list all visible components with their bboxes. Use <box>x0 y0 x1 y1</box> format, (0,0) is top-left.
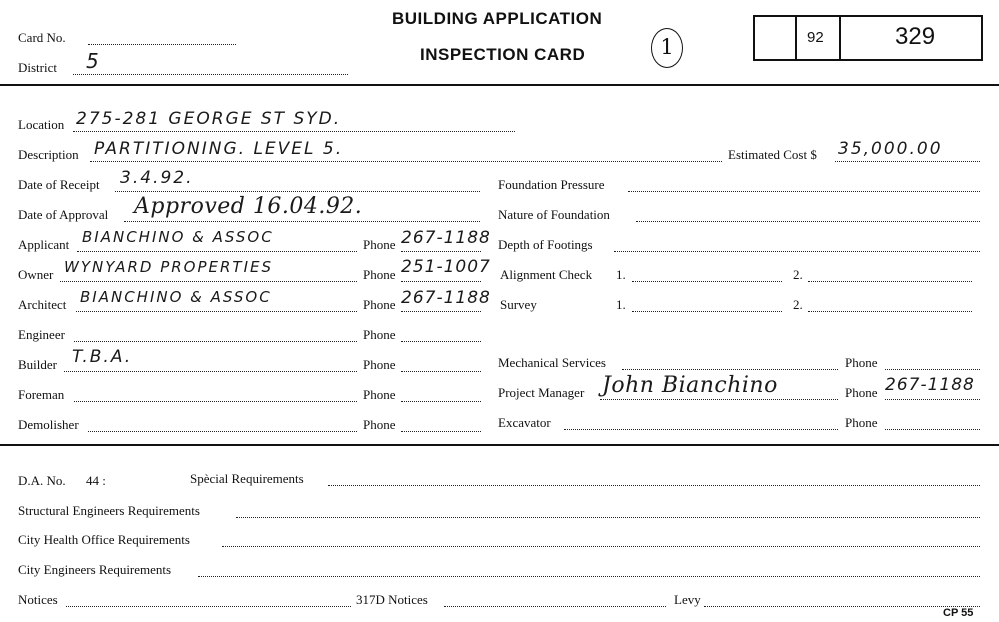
box-divider-2 <box>839 17 841 59</box>
city-engineers-line[interactable] <box>198 576 980 577</box>
form-title-line1: BUILDING APPLICATION <box>392 9 603 28</box>
levy-label: Levy <box>674 592 701 607</box>
builder-value: T.B.A. <box>72 347 133 367</box>
engineer-line[interactable] <box>74 341 357 342</box>
card-no-line[interactable] <box>88 44 236 45</box>
structural-engineers-label: Structural Engineers Requirements <box>18 503 200 518</box>
architect-phone-label: Phone <box>363 297 396 312</box>
circled-number-mark <box>651 28 683 68</box>
builder-line[interactable] <box>64 371 357 372</box>
alignment-check-line2[interactable] <box>808 281 972 282</box>
owner-phone: 251-1007 <box>401 257 491 277</box>
district-value: 5 <box>86 49 101 73</box>
alignment-check-num1: 1. <box>616 267 626 282</box>
date-of-receipt-label: Date of Receipt <box>18 177 100 192</box>
foreman-line[interactable] <box>74 401 357 402</box>
foundation-pressure-label: Foundation Pressure <box>498 177 605 192</box>
special-requirements-label: Spècial Requirements <box>190 471 304 486</box>
location-label: Location <box>18 117 65 132</box>
applicant-value: BIANCHINO & ASSOC <box>82 228 274 246</box>
project-manager-phone: 267-1188 <box>885 375 975 395</box>
form-code: CP 55 <box>943 607 974 619</box>
demolisher-phone-label: Phone <box>363 417 396 432</box>
demolisher-line[interactable] <box>88 431 357 432</box>
estimated-cost-line[interactable] <box>835 161 980 162</box>
excavator-label: Excavator <box>498 415 551 430</box>
project-manager-line[interactable] <box>600 399 838 400</box>
engineer-phone-label: Phone <box>363 327 396 342</box>
architect-value: BIANCHINO & ASSOC <box>80 288 272 306</box>
nature-of-foundation-label: Nature of Foundation <box>498 207 610 222</box>
structural-engineers-line[interactable] <box>236 517 980 518</box>
special-requirements-line[interactable] <box>328 485 980 486</box>
engineer-label: Engineer <box>18 327 65 342</box>
card-box-number: 329 <box>895 23 936 50</box>
date-of-approval-line[interactable] <box>124 221 480 222</box>
architect-label: Architect <box>18 297 67 312</box>
owner-label: Owner <box>18 267 54 282</box>
nature-of-foundation-line[interactable] <box>636 221 980 222</box>
alignment-check-label: Alignment Check <box>500 267 593 282</box>
alignment-check-num2: 2. <box>793 267 803 282</box>
architect-line[interactable] <box>76 311 357 312</box>
circled-number: 1 <box>660 35 674 59</box>
excavator-phone-line[interactable] <box>885 429 980 430</box>
owner-line[interactable] <box>60 281 357 282</box>
city-engineers-label: City Engineers Requirements <box>18 562 172 577</box>
applicant-phone-label: Phone <box>363 237 396 252</box>
mechanical-services-label: Mechanical Services <box>498 355 606 370</box>
applicant-phone-line[interactable] <box>401 251 481 252</box>
card-box-year: 92 <box>807 29 824 46</box>
city-health-line[interactable] <box>222 546 980 547</box>
foreman-phone-label: Phone <box>363 387 396 402</box>
architect-phone-line[interactable] <box>401 311 481 312</box>
notices-317d-line[interactable] <box>444 606 666 607</box>
card-no-label: Card No. <box>18 30 66 45</box>
project-manager-label: Project Manager <box>498 385 585 400</box>
excavator-phone-label: Phone <box>845 415 878 430</box>
city-health-label: City Health Office Requirements <box>18 532 190 547</box>
alignment-check-line1[interactable] <box>632 281 782 282</box>
description-value: PARTITIONING. LEVEL 5. <box>94 139 344 159</box>
survey-num2: 2. <box>793 297 803 312</box>
description-label: Description <box>18 147 79 162</box>
mechanical-services-phone-label: Phone <box>845 355 878 370</box>
da-no-value: 44 : <box>86 473 106 488</box>
header-divider <box>0 84 999 86</box>
project-manager-value: John Bianchino <box>602 373 778 398</box>
mechanical-services-line[interactable] <box>622 369 838 370</box>
foundation-pressure-line[interactable] <box>628 191 980 192</box>
card-number-box <box>753 15 983 61</box>
notices-label: Notices <box>18 592 58 607</box>
levy-line[interactable] <box>704 606 980 607</box>
date-of-receipt-value: 3.4.92. <box>120 168 194 188</box>
builder-phone-label: Phone <box>363 357 396 372</box>
section-divider <box>0 444 999 446</box>
survey-label: Survey <box>500 297 537 312</box>
builder-label: Builder <box>18 357 57 372</box>
foreman-phone-line[interactable] <box>401 401 481 402</box>
date-of-approval-value: Approved 16.04.92. <box>134 194 363 219</box>
engineer-phone-line[interactable] <box>401 341 481 342</box>
demolisher-phone-line[interactable] <box>401 431 481 432</box>
applicant-phone: 267-1188 <box>401 228 491 248</box>
applicant-label: Applicant <box>18 237 70 252</box>
architect-phone: 267-1188 <box>401 288 491 308</box>
date-of-approval-label: Date of Approval <box>18 207 109 222</box>
district-line[interactable] <box>73 74 348 75</box>
date-of-receipt-line[interactable] <box>115 191 480 192</box>
project-manager-phone-label: Phone <box>845 385 878 400</box>
survey-line1[interactable] <box>632 311 782 312</box>
location-value: 275-281 GEORGE ST SYD. <box>76 109 342 129</box>
depth-of-footings-line[interactable] <box>614 251 980 252</box>
notices-317d-label: 317D Notices <box>356 592 428 607</box>
builder-phone-line[interactable] <box>401 371 481 372</box>
survey-line2[interactable] <box>808 311 972 312</box>
da-no-label: D.A. No. <box>18 473 66 488</box>
description-line[interactable] <box>90 161 722 162</box>
demolisher-label: Demolisher <box>18 417 79 432</box>
location-line[interactable] <box>73 131 515 132</box>
owner-phone-label: Phone <box>363 267 396 282</box>
owner-value: WYNYARD PROPERTIES <box>64 258 274 276</box>
estimated-cost-value: 35,000.00 <box>838 139 943 159</box>
foreman-label: Foreman <box>18 387 65 402</box>
district-label: District <box>18 60 57 75</box>
form-title-line2: INSPECTION CARD <box>420 45 586 64</box>
applicant-line[interactable] <box>77 251 357 252</box>
excavator-line[interactable] <box>564 429 838 430</box>
owner-phone-line[interactable] <box>401 281 481 282</box>
project-manager-phone-line[interactable] <box>885 399 980 400</box>
depth-of-footings-label: Depth of Footings <box>498 237 593 252</box>
estimated-cost-label: Estimated Cost $ <box>728 147 817 162</box>
box-divider-1 <box>795 17 797 59</box>
mechanical-services-phone-line[interactable] <box>885 369 980 370</box>
survey-num1: 1. <box>616 297 626 312</box>
notices-line[interactable] <box>66 606 351 607</box>
